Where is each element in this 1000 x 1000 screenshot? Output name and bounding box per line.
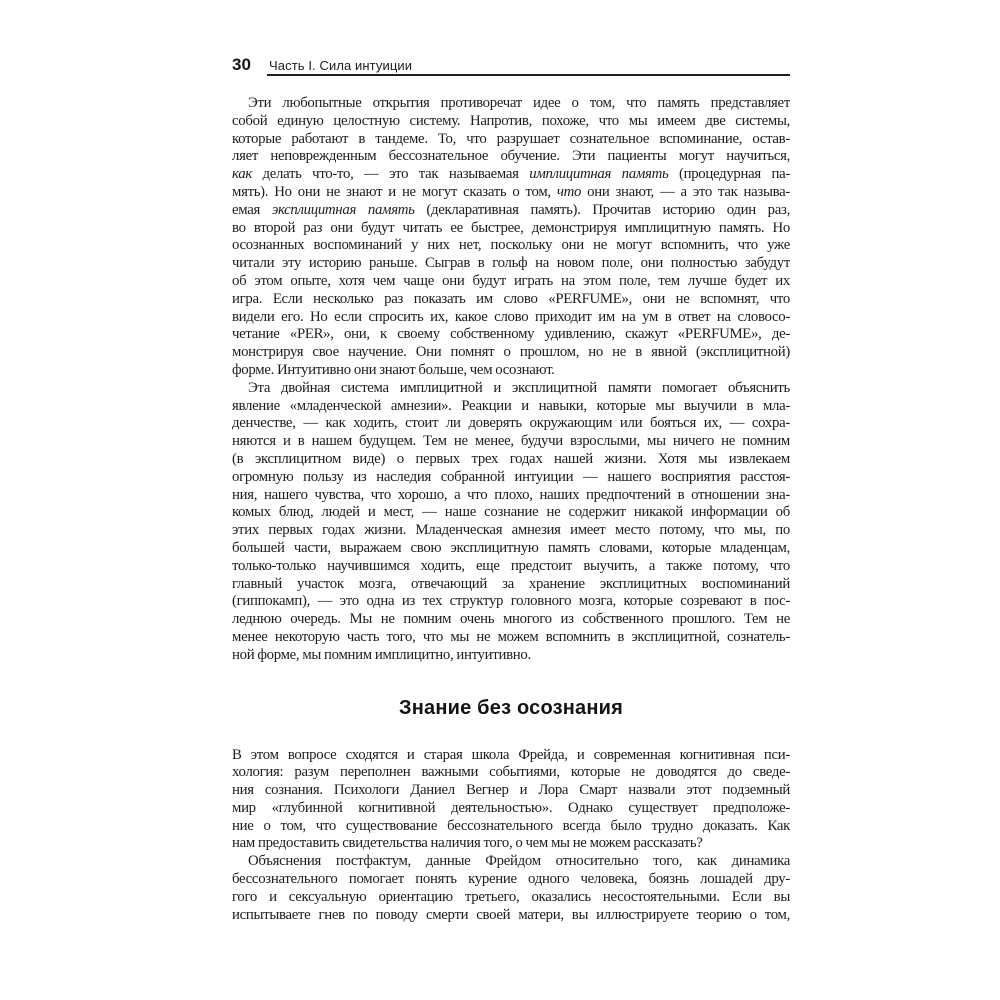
text-run: (декларативная память). Прочитав историю один раз, [414, 201, 790, 218]
text-run: мир «глубинной когнитивной деятельностью». Однако существует предположе- [232, 799, 790, 816]
text-line [232, 889, 790, 907]
text-line [232, 380, 790, 398]
text-run: форме. Интуитивно они знают больше, чем осознают. [232, 361, 555, 378]
text-line [232, 611, 790, 629]
text-run: монстрируя свое научение. Они помнят о прошлом, но не в явной (эксплицитной) [232, 344, 790, 361]
text-run: ние о том, что существование бессознательного всегда было трудно доказать. Как [232, 817, 790, 834]
text-run: осознанных воспоминаний у них нет, поскольку они не могут вспомнить, что уже [232, 237, 790, 254]
page-number: 30 [232, 55, 251, 74]
text-run: большей части, выражаем свою эксплицитную память словами, которые младенцам, [232, 539, 790, 556]
text-line [232, 853, 790, 871]
text-line [232, 647, 790, 665]
text-run: ния сознания. Психологи Даниел Вегнер и Лора Смарт назвали этот подземный [232, 782, 790, 799]
text-line [232, 95, 790, 113]
paragraph [232, 380, 790, 665]
text-run: игра. Если несколько раз показать им слово «PERFUME», они не вспомнят, что [232, 290, 790, 307]
text-line [232, 818, 790, 836]
text-line [232, 747, 790, 765]
text-line [232, 255, 790, 273]
paragraph [232, 95, 790, 380]
text-line [232, 871, 790, 889]
text-run: леднюю очередь. Мы не помним очень многого из собственного прошлого. Тем не [232, 611, 790, 628]
text-line [232, 184, 790, 202]
text-line [232, 835, 790, 853]
text-run: об этом опыте, хотя чем чаще они будут играть на этом поле, тем лучше будет их [232, 272, 790, 289]
text-line [232, 433, 790, 451]
text-line [232, 166, 790, 184]
text-line [232, 398, 790, 416]
text-run: собой единую целостную систему. Напротив, похоже, что мы имеем две системы, [232, 112, 790, 129]
text-run: емая [232, 201, 272, 218]
text-run: Эта двойная система имплицитной и эксплицитной памяти помогает объяснить [248, 379, 790, 396]
text-run: (процедурная па- [668, 166, 790, 183]
text-line [232, 415, 790, 433]
text-run: во второй раз они будут читать ее быстрее, демонстрируя имплицитную память. Но [232, 219, 790, 236]
text-line [232, 469, 790, 487]
text-line [232, 113, 790, 131]
text-line [232, 451, 790, 469]
text-line [232, 309, 790, 327]
text-line [232, 237, 790, 255]
running-head: Часть I. Сила интуиции [269, 58, 413, 73]
text-run: бессознательного помогает понять курение одного человека, боязнь лошадей дру- [232, 871, 790, 888]
text-run: мять). Но они не знают и не могут сказать о том, [232, 183, 557, 200]
text-line [232, 131, 790, 149]
text-run: Эти любопытные открытия противоречат идее о том, что память представляет [248, 95, 790, 111]
italic-text-run: что [556, 183, 582, 200]
paragraph [232, 747, 790, 854]
text-run: они знают, — а это так называ- [581, 183, 790, 200]
text-line [232, 540, 790, 558]
text-run: испытываете гнев по поводу смерти своей матери, вы иллюстрируете теорию о том, [232, 906, 790, 923]
paragraph [232, 853, 790, 924]
text-line [232, 220, 790, 238]
text-line [232, 782, 790, 800]
text-run: ния, нашего чувства, что хорошо, а что плохо, наших предпочтений в отношении зна- [232, 486, 790, 503]
text-line [232, 522, 790, 540]
text-line [232, 291, 790, 309]
text-run: ляет неповрежденным бессознательное обучение. Эти пациенты могут научиться, [232, 148, 790, 165]
section-heading: Знание без осознания [399, 697, 623, 719]
text-line [232, 344, 790, 362]
text-line [232, 326, 790, 344]
italic-text-run: имплицитная память [529, 166, 669, 183]
text-line [232, 362, 790, 380]
italic-text-run: как [232, 166, 252, 183]
text-run: (гиппокамп), — это одна из тех структур головного мозга, которые созревают в пос- [232, 593, 790, 610]
text-run: гого и сексуальную ориентацию третьего, оказались несостоятельными. Если вы [232, 888, 790, 905]
text-line [232, 593, 790, 611]
text-line [232, 629, 790, 647]
text-run: Объяснения постфактум, данные Фрейдом относительно того, как динамика [248, 853, 790, 870]
italic-text-run: эксплицитная память [271, 201, 415, 218]
text-line [232, 202, 790, 220]
text-line [232, 764, 790, 782]
text-run: делать что-то, — это так называемая [251, 166, 530, 183]
header-rule [267, 74, 790, 76]
text-run: только-только научившимся ходить, еще предстоит выучить, а также потому, что [232, 557, 790, 574]
page-body [232, 95, 790, 924]
text-line [232, 907, 790, 925]
text-line [232, 487, 790, 505]
text-run: комых блюд, людей и мест, — наше сознание не содержит никакой информации об [232, 504, 790, 521]
text-line [232, 800, 790, 818]
text-run: четание «PER», они, к своему собственному удивлению, скажут «PERFUME», де- [232, 326, 790, 343]
text-run: хология: разум переполнен важными событиями, которые не доводятся до сведе- [232, 764, 790, 781]
text-run: В этом вопросе сходятся и старая школа Фрейда, и современная когнитивная пси- [232, 746, 790, 763]
text-run: ной форме, мы помним имплицитно, интуитивно. [232, 646, 531, 663]
text-run: огромную пользу из наследия собранной интуиции — нашего восприятия расстоя- [232, 468, 790, 485]
text-run: явление «младенческой амнезии». Реакции и навыки, которые мы выучили в мла- [232, 397, 790, 414]
text-run: читали эту историю раньше. Сыграв в гольф на новом поле, они полностью забудут [232, 255, 790, 272]
text-line [232, 504, 790, 522]
text-run: (в эксплицитном виде) о первых трех годах нашей жизни. Хотя мы извлекаем [232, 450, 790, 467]
text-line [232, 148, 790, 166]
text-run: которые работают в тандеме. То, что разрушает сознательное вспоминание, остав- [232, 130, 790, 147]
text-run: этих первых годах жизни. Младенческая амнезия имеет место потому, что мы, по [232, 522, 790, 539]
text-line [232, 576, 790, 594]
text-run: менее некоторую часть того, что мы не можем вспомнить в эксплицитной, сознатель- [232, 628, 790, 645]
text-run: видели его. Но если спросить их, какое слово приходит им на ум в ответ на словосо- [232, 308, 790, 325]
text-line [232, 273, 790, 291]
text-run: главный участок мозга, отвечающий за хранение эксплицитных воспоминаний [232, 575, 790, 592]
text-line [232, 558, 790, 576]
text-run: денчестве, — как ходить, стоит ли доверять окружающим или бояться их, — сохра- [232, 415, 790, 432]
text-run: няются и в нашем будущем. Тем не менее, будучи взрослыми, мы ничего не помним [232, 433, 790, 450]
text-run: нам предоставить свидетельства наличия того, о чем мы не можем рассказать? [232, 835, 703, 852]
